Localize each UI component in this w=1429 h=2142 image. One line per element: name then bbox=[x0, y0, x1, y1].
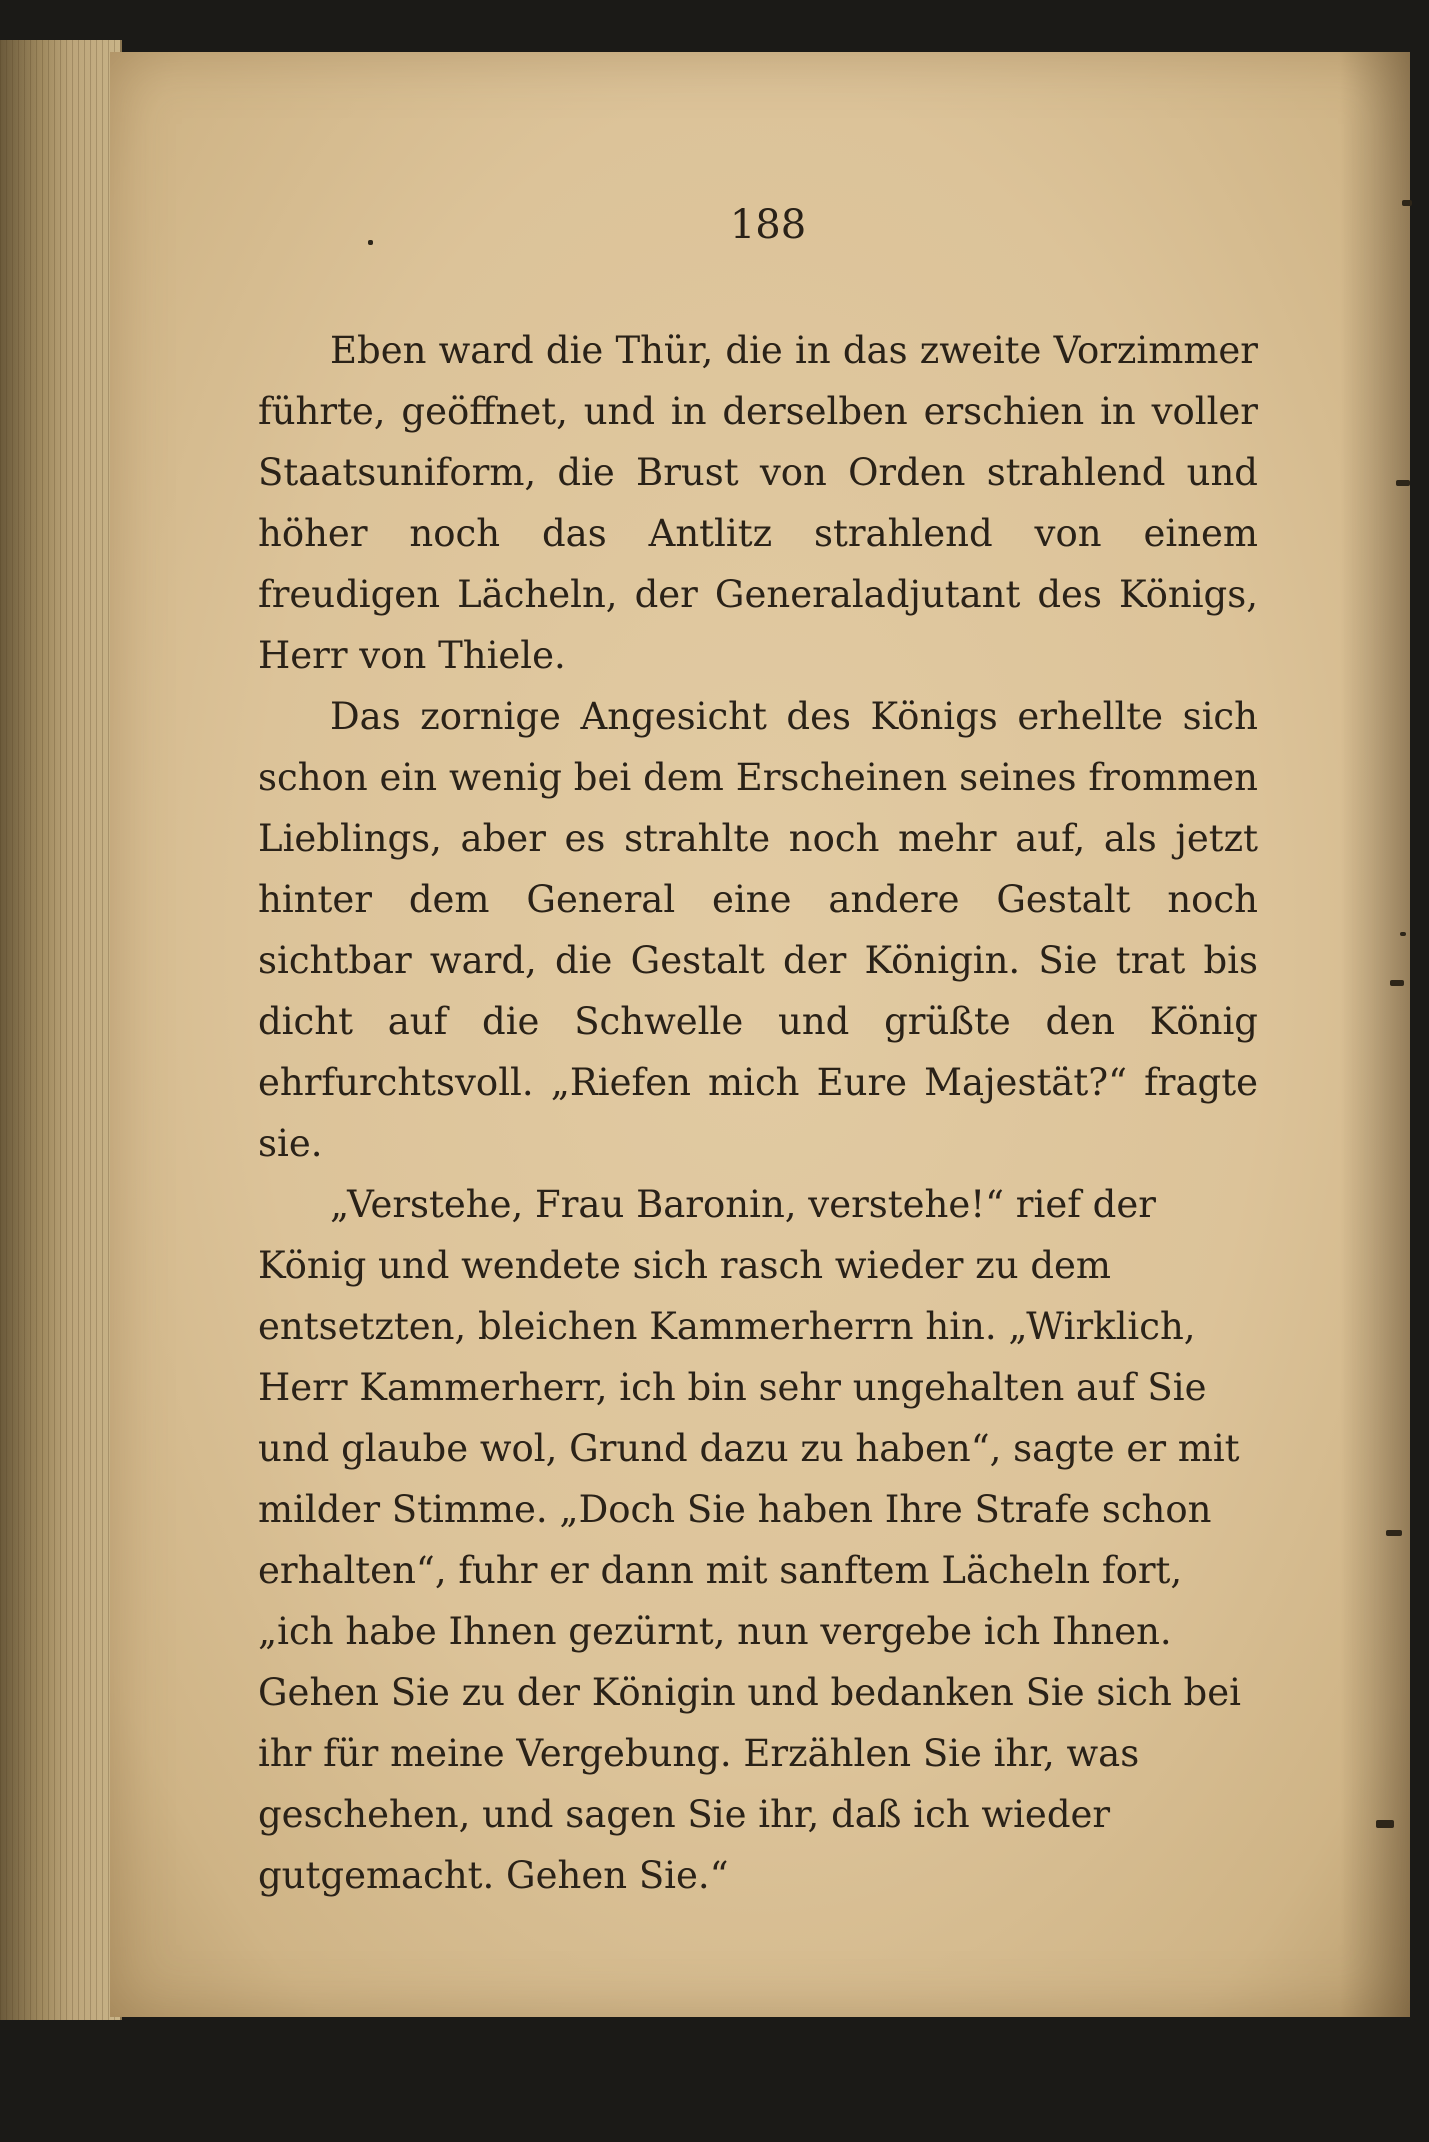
book-page-edges bbox=[0, 40, 122, 2020]
paragraph-1: Eben ward die Thür, die in das zweite Vorzimmer führte, geöffnet, und in derselben erschien in voller Staatsuniform, die Brust von Orden strahlend und höher noch das Antlitz strahlend von einem freudigen Lächeln, der Generaladjutant des Königs, Herr von Thiele. bbox=[258, 329, 1258, 677]
body-text bbox=[258, 320, 1258, 1906]
paragraph-3: „Verstehe, Frau Baronin, verstehe!“ rief der König und wendete sich rasch wieder zu dem entsetzten, bleichen Kammerherrn hin. „Wirklich, Herr Kammerherr, ich bin sehr ungehalten auf Sie und glaube wol, Grund dazu zu haben“, sagte er mit milder Stimme. „Doch Sie haben Ihre Strafe schon erhalten“, fuhr er dann mit sanftem Lächeln fort, „ich habe Ihnen gezürnt, nun vergebe ich Ihnen. Gehen Sie zu der Königin und bedanken Sie sich bei ihr für meine Vergebung. Erzählen Sie ihr, was geschehen, und sagen Sie ihr, daß ich wieder gutgemacht. Gehen Sie.“ bbox=[258, 1183, 1241, 1897]
page-number: 188 bbox=[729, 202, 807, 248]
page-sheet bbox=[110, 52, 1410, 2017]
gutter-shadow bbox=[1340, 52, 1410, 2017]
paragraph-2: Das zornige Angesicht des Königs erhellte sich schon ein wenig bei dem Erscheinen seines frommen Lieblings, aber es strahlte noch mehr auf, als jetzt hinter dem General eine andere Gestalt noch sichtbar ward, die Gestalt der Königin. Sie trat bis dicht auf die Schwelle und grüßte den König ehrfurchtsvoll. „Riefen mich Eure Majestät?“ fragte sie. bbox=[258, 695, 1258, 1165]
